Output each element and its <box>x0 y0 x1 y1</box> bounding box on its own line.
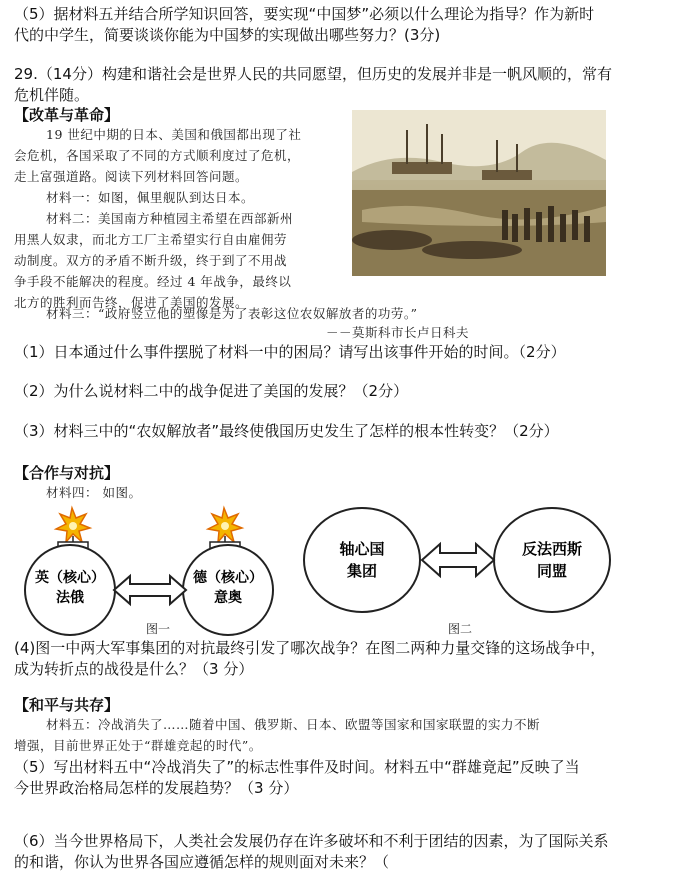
material-text-line: 材料三：“政府竖立他的塑像是为了表彰这位农奴解放者的功劳。” <box>46 306 418 321</box>
fig1-right-line2: 意奥 <box>214 590 242 606</box>
double-arrow-icon <box>422 544 494 576</box>
question-4-line1: (4)图一中两大军事集团的对抗最终引发了哪次战争？在图二两种力量交锋的这场战争中， <box>14 639 606 657</box>
material-text-line: 材料一：如图，佩里舰队到达日本。 <box>46 190 255 205</box>
question-5-line1: （5）写出材料五中“冷战消失了”的标志性事件及时间。材料五中“群雄竟起”反映了当 <box>14 758 580 776</box>
section-heading-peace: 【和平与共存】 <box>14 696 120 714</box>
question-1: （1）日本通过什么事件摆脱了材料一中的困局？请写出该事件开始的时间。（2分） <box>14 343 566 361</box>
fig1-left-line1: 英（核心） <box>35 570 105 586</box>
section-heading-cooperation: 【合作与对抗】 <box>14 464 120 482</box>
figure-2-diagram <box>300 502 630 622</box>
material-text-line: 北方的胜利而告终，促进了美国的发展。 <box>14 295 249 310</box>
q29-intro-line2: 危机伴随。 <box>14 86 90 104</box>
material-4: 材料四： 如图。 <box>46 485 142 500</box>
material-text-line: 动制度。双方的矛盾不断升级，终于到了不用战 <box>14 253 288 268</box>
perry-fleet-photo <box>352 110 606 276</box>
axis-oval <box>304 508 420 612</box>
material-text-line: 用黑人奴隶，而北方工厂主希望实行自由雇佣劳 <box>14 232 288 247</box>
material-5-line1: 材料五：冷战消失了……随着中国、俄罗斯、日本、欧盟等国家和国家联盟的实力不断 <box>46 717 541 732</box>
allies-oval <box>494 508 610 612</box>
attribution: －－莫斯科市长卢日科夫 <box>326 325 470 340</box>
material-text-line: 走上富强道路。阅读下列材料回答问题。 <box>14 169 249 184</box>
figure-1-caption: 图一 <box>146 622 171 636</box>
fig1-right-line1: 德（核心） <box>193 570 263 586</box>
material-5-line2: 增强，目前世界正处于“群雄竞起的时代”。 <box>14 738 262 753</box>
material-text-line: 19 世纪中期的日本、美国和俄国都出现了社 <box>46 127 302 142</box>
material-text-line: 会危机，各国采取了不同的方式顺利度过了危机， <box>14 148 301 163</box>
material-text-line: 争手段不能解决的程度。经过 4 年战争，最终以 <box>14 274 292 289</box>
question-3: （3）材料三中的“农奴解放者”最终使俄国历史发生了怎样的根本性转变？（2分） <box>14 422 559 440</box>
question-6-line1: （6）当今世界格局下，人类社会发展仍存在许多破坏和不利于团结的因素，为了国际关系 <box>14 832 609 850</box>
question-2: （2）为什么说材料二中的战争促进了美国的发展？（2分） <box>14 382 409 400</box>
fig1-left-line2: 法俄 <box>56 590 84 606</box>
fig2-left-line1: 轴心国 <box>339 540 385 558</box>
perry-fleet-illustration <box>352 110 606 276</box>
fig2-left-line2: 集团 <box>346 562 378 580</box>
question-4-line2: 成为转折点的战役是什么？（3 分） <box>14 660 254 678</box>
question-5-line2: 今世界政治格局怎样的发展趋势？（3 分） <box>14 779 299 797</box>
fig2-right-line1: 反法西斯 <box>521 540 583 558</box>
section-heading-reform: 【改革与革命】 <box>14 106 120 124</box>
material-text-line: 材料二：美国南方种植园主希望在西部新州 <box>46 211 294 226</box>
double-arrow-icon <box>114 576 186 604</box>
question-6-line2: 的和谐，你认为世界各国应遵循怎样的规则面对未来？（ <box>14 853 390 871</box>
q29-intro-line1: 29.（14分）构建和谐社会是世界人民的共同愿望，但历史的发展并非是一帆风顺的，常有 <box>14 65 612 83</box>
fig2-right-line2: 同盟 <box>536 562 568 580</box>
q5-top-line1: （5）据材料五并结合所学知识回答，要实现“中国梦”必须以什么理论为指导？作为新时 <box>14 5 595 23</box>
figure-2-caption: 图二 <box>448 622 473 636</box>
q5-top-line2: 代的中学生，简要谈谈你能为中国梦的实现做出哪些努力？(3分) <box>14 26 441 44</box>
